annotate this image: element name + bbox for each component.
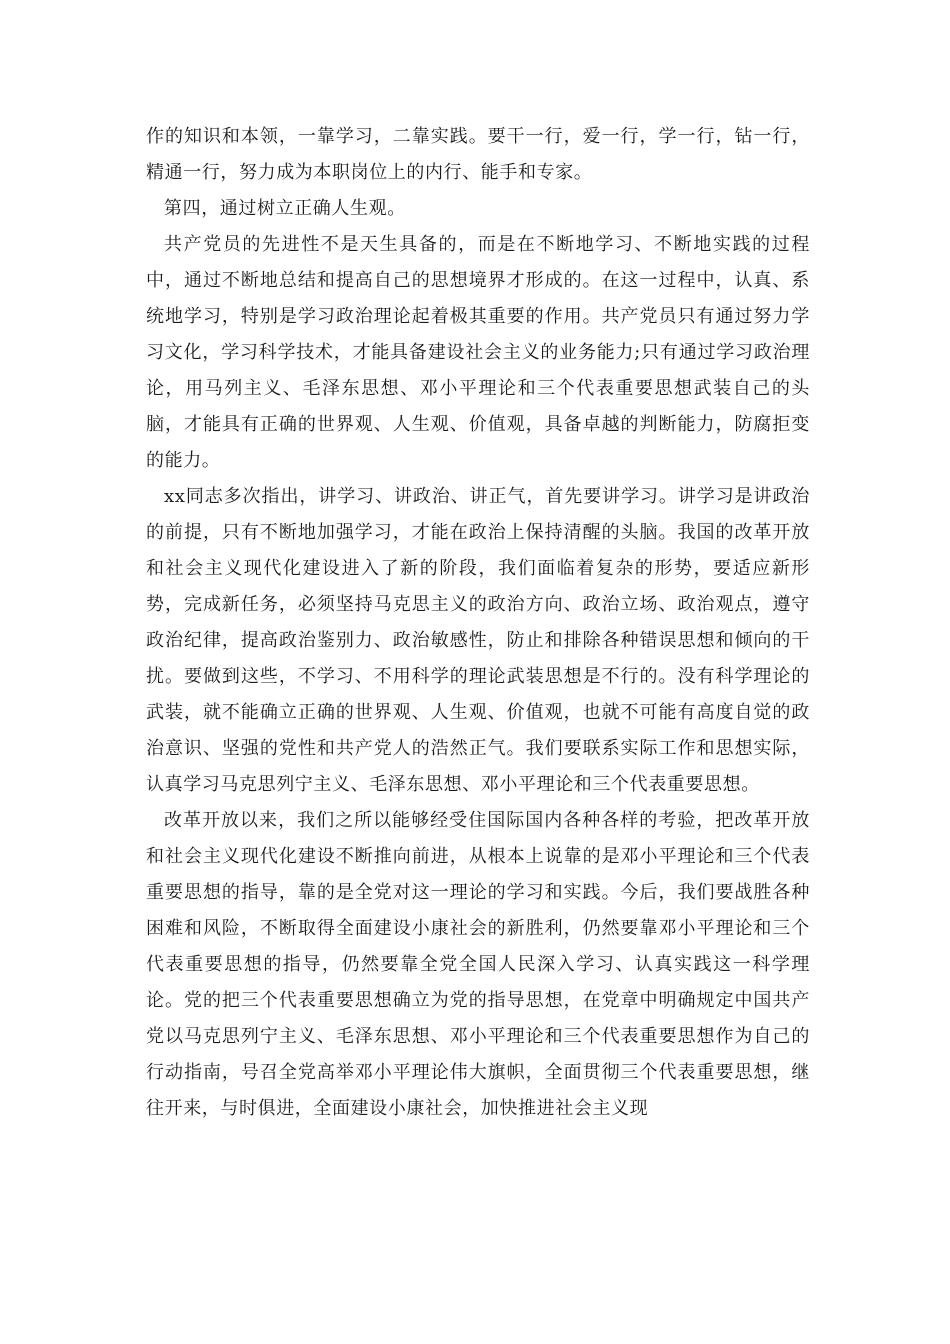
paragraph-2: 第四，通过树立正确人生观。	[164, 198, 406, 219]
document-page	[146, 119, 810, 1127]
paragraph-4: xx同志多次指出，讲学习、讲政治、讲正气，首先要讲学习。讲学习是讲政治的前提，只有不断地加强学习，才能在政治上保持清醒的头脑。我国的改革开放和社会主义现代化建设进入了新的阶段，我们面临着复杂的形势，要适应新形势，完成新任务，必须坚持马克思主义的政治方向、政治立场、政治观点，遵守政治纪律，提高政治鉴别力、政治敏感性，防止和排除各种错误思想和倾向的干扰。要做到这些，不学习、不用科学的理论武装思想是不行的。没有科学理论的武装，就不能确立正确的世界观、人生观、价值观，也就不可能有高度自觉的政治意识、坚强的党性和共产党人的浩然正气。我们要联系实际工作和思想实际，认真学习马克思列宁主义、毛泽东思想、邓小平理论和三个代表重要思想。	[146, 486, 810, 795]
paragraph-5: 改革开放以来，我们之所以能够经受住国际国内各种各样的考验，把改革开放和社会主义现代化建设不断推向前进，从根本上说靠的是邓小平理论和三个代表重要思想的指导，靠的是全党对这一理论的学习和实践。今后，我们要战胜各种困难和风险，不断取得全面建设小康社会的新胜利，仍然要靠邓小平理论和三个代表重要思想的指导，仍然要靠全党全国人民深入学习、认真实践这一科学理论。党的把三个代表重要思想确立为党的指导思想，在党章中明确规定中国共产党以马克思列宁主义、毛泽东思想、邓小平理论和三个代表重要思想作为自己的行动指南，号召全党高举邓小平理论伟大旗帜，全面贯彻三个代表重要思想，继往开来，与时俱进，全面建设小康社会，加快推进社会主义现	[146, 810, 810, 1119]
paragraph-3: 共产党员的先进性不是天生具备的，而是在不断地学习、不断地实践的过程中，通过不断地总结和提高自己的思想境界才形成的。在这一过程中，认真、系统地学习，特别是学习政治理论起着极其重要的作用。共产党员只有通过努力学习文化，学习科学技术，才能具备建设社会主义的业务能力;只有通过学习政治理论，用马列主义、毛泽东思想、邓小平理论和三个代表重要思想武装自己的头脑，才能具有正确的世界观、人生观、价值观，具备卓越的判断能力，防腐拒变的能力。	[146, 234, 810, 471]
paragraph-1: 作的知识和本领，一靠学习，二靠实践。要干一行，爱一行，学一行，钻一行，精通一行，努力成为本职岗位上的内行、能手和专家。	[146, 126, 810, 183]
